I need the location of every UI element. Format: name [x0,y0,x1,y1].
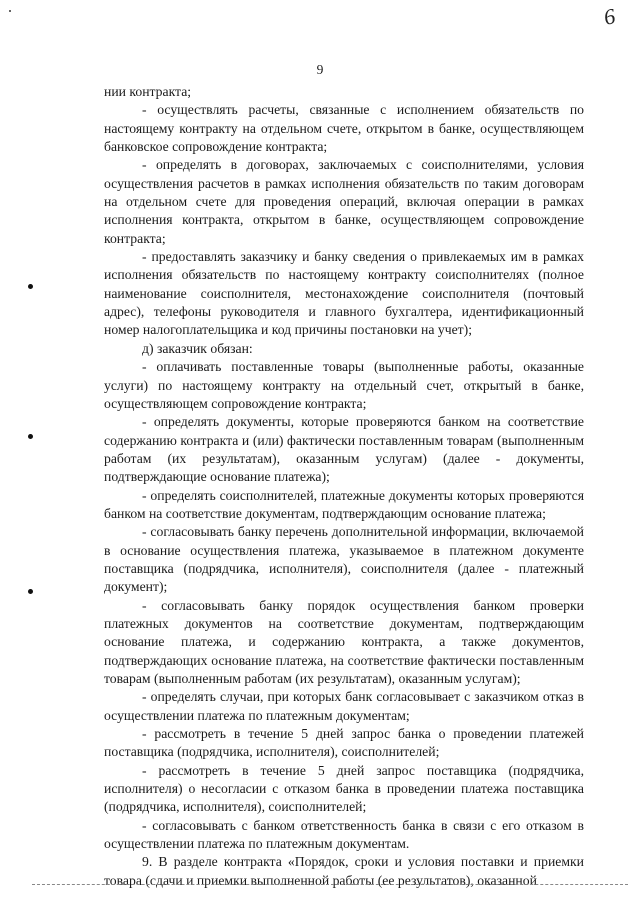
paragraph-supplier-request: - рассмотреть в течение 5 дней запрос поставщика (подрядчика, исполнителя) о несогласии с отказом банка в проведении платежа поставщика (подрядчика, исполнителя), соисполнителей; [104,762,584,815]
paragraph-additional-info: - согласовывать банку перечень дополнительной информации, включаемой в основание осуществления платежа, указываемое в платежном документе поставщика (подрядчика, исполнителя), соисполнителя (далее - платежный документ); [104,524,584,595]
scan-speck [9,10,11,12]
document-body [104,83,584,890]
paragraph-refusal-cases: - определять случаи, при которых банк согласовывает с заказчиком отказ в осуществлении платежа по платежным документам; [104,689,584,723]
paragraph-section-9: 9. В разделе контракта «Порядок, сроки и условия поставки и приемки товара (сдачи и приемки выполненной работы (ее результатов), оказанной [104,854,584,888]
scan-edge-line [32,884,628,885]
paragraph-verification-order: - согласовывать банку порядок осуществления банком проверки платежных документов на соответствие документам, подтверждающим основание платежа, и содержанию контракта, а также документов, подтверждающих основание платежа, на соответствие фактически поставленным товарам (выполненным работам (их результатам), оказанным услугам); [104,597,584,686]
page-number: 9 [316,62,324,77]
paragraph-define-subcontractors: - определять соисполнителей, платежные документы которых проверяются банком на соответствие документам, подтверждающим основание платежа; [104,487,584,521]
paragraph-continuation: нии контракта; [104,84,192,99]
binder-hole-mark [28,284,33,289]
paragraph-customer-obliged: д) заказчик обязан: [142,340,253,356]
folio-number: 6 [601,3,618,30]
paragraph-subcontractor-info: - предоставлять заказчику и банку сведения о привлекаемых им в рамках исполнения обязательств по настоящему контракту соисполнителях (полное наименование соисполнителя, местонахождение соисполнителя (почтовый адрес), телефоны руководителя и главного бухгалтера, идентификационный номер налогоплательщика и код причины постановки на учет); [104,249,584,338]
paragraph-define-documents: - определять документы, которые проверяются банком на соответствие содержанию контракта и (или) фактически поставленным товарам (выполненным работам (их результатам), оказанным услугам) (далее - документы, подтверждающие основание платежа); [104,414,584,485]
paragraph-pay-goods: - оплачивать поставленные товары (выполненные работы, оказанные услуги) по настоящему контракту на отдельный счет, открытый в банке, осуществляющем сопровождение контракта; [104,359,584,411]
paragraph-bank-liability: - согласовывать с банком ответственность банка в связи с его отказом в осуществлении платежа по платежным документам. [104,817,584,852]
paragraph-accounts: - осуществлять расчеты, связанные с исполнением обязательств по настоящему контракту на отдельном счете, открытом в банке, осуществляющем банковское сопровождение контракта; [104,102,584,155]
binder-hole-mark [28,434,33,439]
paragraph-bank-request: - рассмотреть в течение 5 дней запрос банка о проведении платежей поставщика (подрядчика, исполнителя), соисполнителей; [104,726,584,760]
paragraph-subcontract-terms: - определять в договорах, заключаемых с соисполнителями, условия осуществления расчетов в рамках исполнения обязательств по таким договорам на отдельном счете для проведения операций, включая операции в рамках исполнения контракта, открытом в банке, осуществляющем сопровождение контракта; [104,157,584,246]
binder-hole-mark [28,589,33,594]
